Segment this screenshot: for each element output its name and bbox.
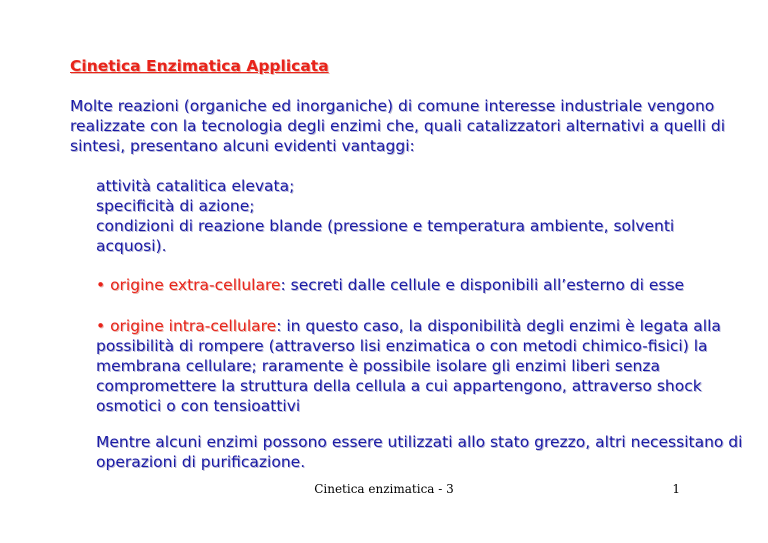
closing-line: operazioni di purificazione. <box>96 453 306 471</box>
extra-cellular-line <box>96 275 684 295</box>
extra-cellular-label: • origine extra-cellulare <box>96 276 281 294</box>
advantage-item: attività catalitica elevata; <box>96 177 295 195</box>
closing-line: Mentre alcuni enzimi possono essere utilizzati allo stato grezzo, altri necessitano di <box>96 433 743 451</box>
slide-title: Cinetica Enzimatica Applicata <box>70 57 329 75</box>
advantage-item: specificità di azione; <box>96 197 255 215</box>
intra-cellular-label: • origine intra-cellulare <box>96 317 277 335</box>
extra-cellular-paragraph <box>96 275 684 295</box>
extra-cellular-text: : secreti dalle cellule e disponibili all’esterno di esse <box>280 276 685 294</box>
intra-cellular-line: possibilità di rompere (attraverso lisi enzimatica o con metodi chimico-fisici) la <box>96 337 708 355</box>
advantages-list <box>96 176 674 256</box>
intro-paragraph <box>70 96 725 156</box>
footer-title: Cinetica enzimatica - 3 <box>314 482 454 496</box>
intro-line: realizzate con la tecnologia degli enzimi che, quali catalizzatori alternativi a quelli di <box>70 117 725 135</box>
advantage-item: acquosi). <box>96 237 167 255</box>
intra-cellular-line: osmotici o con tensioattivi <box>96 397 301 415</box>
intra-cellular-line <box>96 316 721 336</box>
intra-cellular-line: compromettere la struttura della cellula a cui appartengono, attraverso shock <box>96 377 702 395</box>
intro-line: Molte reazioni (organiche ed inorganiche) di comune interesse industriale vengono <box>70 97 715 115</box>
intro-line: sintesi, presentano alcuni evidenti vantaggi: <box>70 137 415 155</box>
intra-cellular-paragraph <box>96 316 721 416</box>
advantage-item: condizioni di reazione blande (pressione e temperatura ambiente, solventi <box>96 217 675 235</box>
page-number: 1 <box>672 482 680 496</box>
intra-cellular-line: membrana cellulare; raramente è possibile isolare gli enzimi liberi senza <box>96 357 660 375</box>
closing-paragraph <box>96 432 742 472</box>
intra-cellular-text: : in questo caso, la disponibilità degli enzimi è legata alla <box>276 317 721 335</box>
